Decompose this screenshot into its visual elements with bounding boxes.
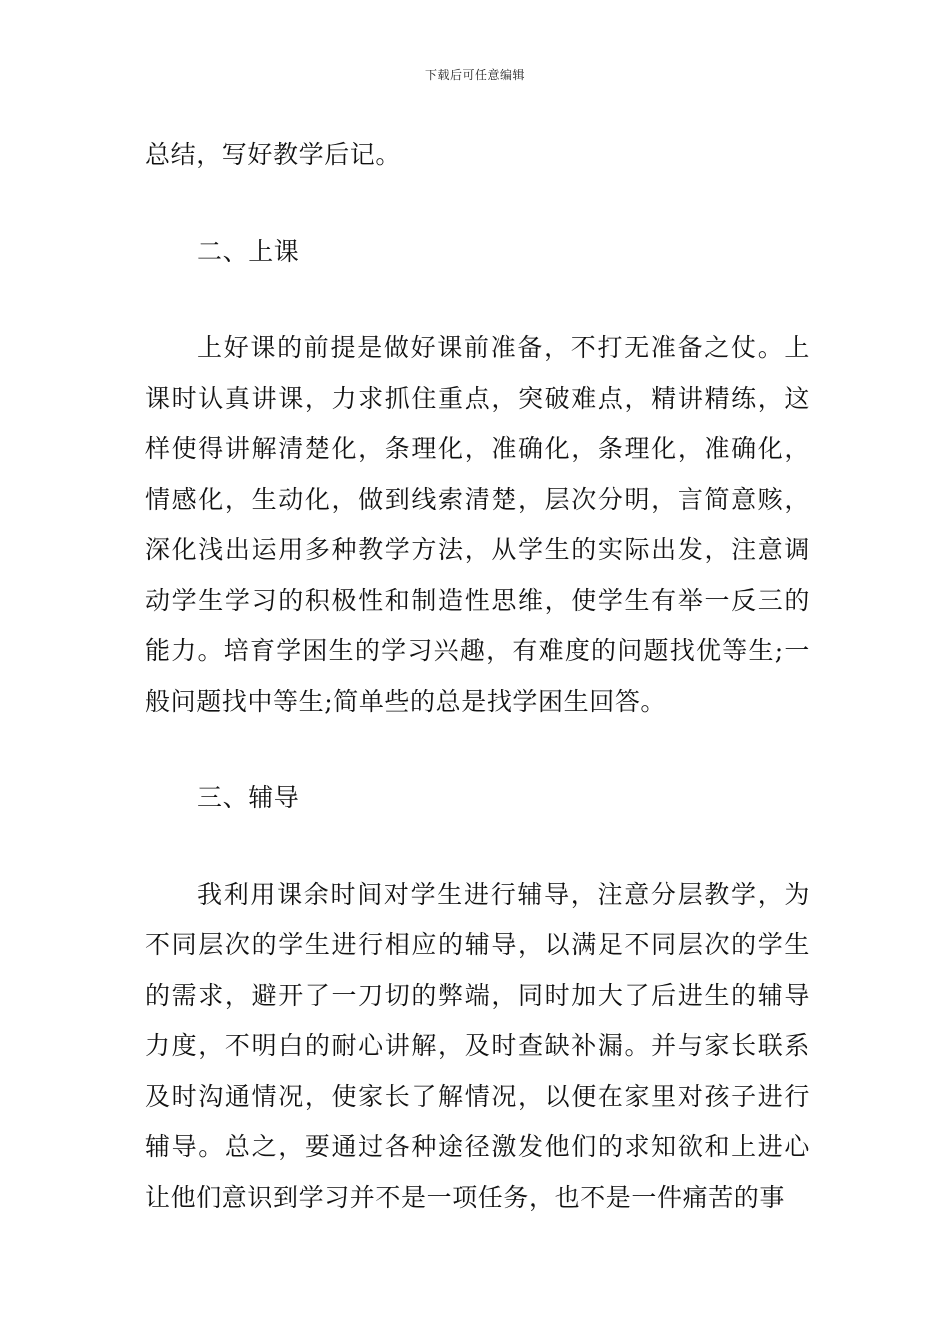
section-gap <box>145 824 810 870</box>
section-gap <box>145 277 810 323</box>
section-paragraph-class: 上好课的前提是做好课前准备，不打无准备之仗。上课时认真讲课，力求抓住重点，突破难点，精讲精练，这样使得讲解清楚化，条理化，准确化，条理化，准确化，情感化，生动化，做到线索清楚，层次分明，言简意赅，深化浅出运用多种教学方法，从学生的实际出发，注意调动学生学习的积极性和制造性思维，使学生有举一反三的能力。培育学困生的学习兴趣，有难度的问题找优等生;一般问题找中等生;简单些的总是找学困生回答。 <box>145 333 810 716</box>
section-gap <box>145 181 810 227</box>
section-paragraph-tutoring: 我利用课余时间对学生进行辅导，注意分层教学，为不同层次的学生进行相应的辅导，以满足不同层次的学生的需求，避开了一刀切的弊端，同时加大了后进生的辅导力度，不明白的耐心讲解，及时查缺补漏。并与家长联系及时沟通情况，使家长了解情况，以便在家里对孩子进行辅导。总之，要通过各种途径激发他们的求知欲和上进心让他们意识到学习并不是一项任务，也不是一件痛苦的事 <box>145 879 810 1212</box>
section-heading-class: 二、上课 <box>197 236 300 266</box>
document-body <box>145 130 810 1223</box>
header-note: 下载后可任意编辑 <box>424 68 525 82</box>
section-heading-tutoring: 三、辅导 <box>197 783 300 812</box>
intro-fragment: 总结，写好教学后记。 <box>145 140 402 169</box>
section-gap <box>145 727 810 773</box>
